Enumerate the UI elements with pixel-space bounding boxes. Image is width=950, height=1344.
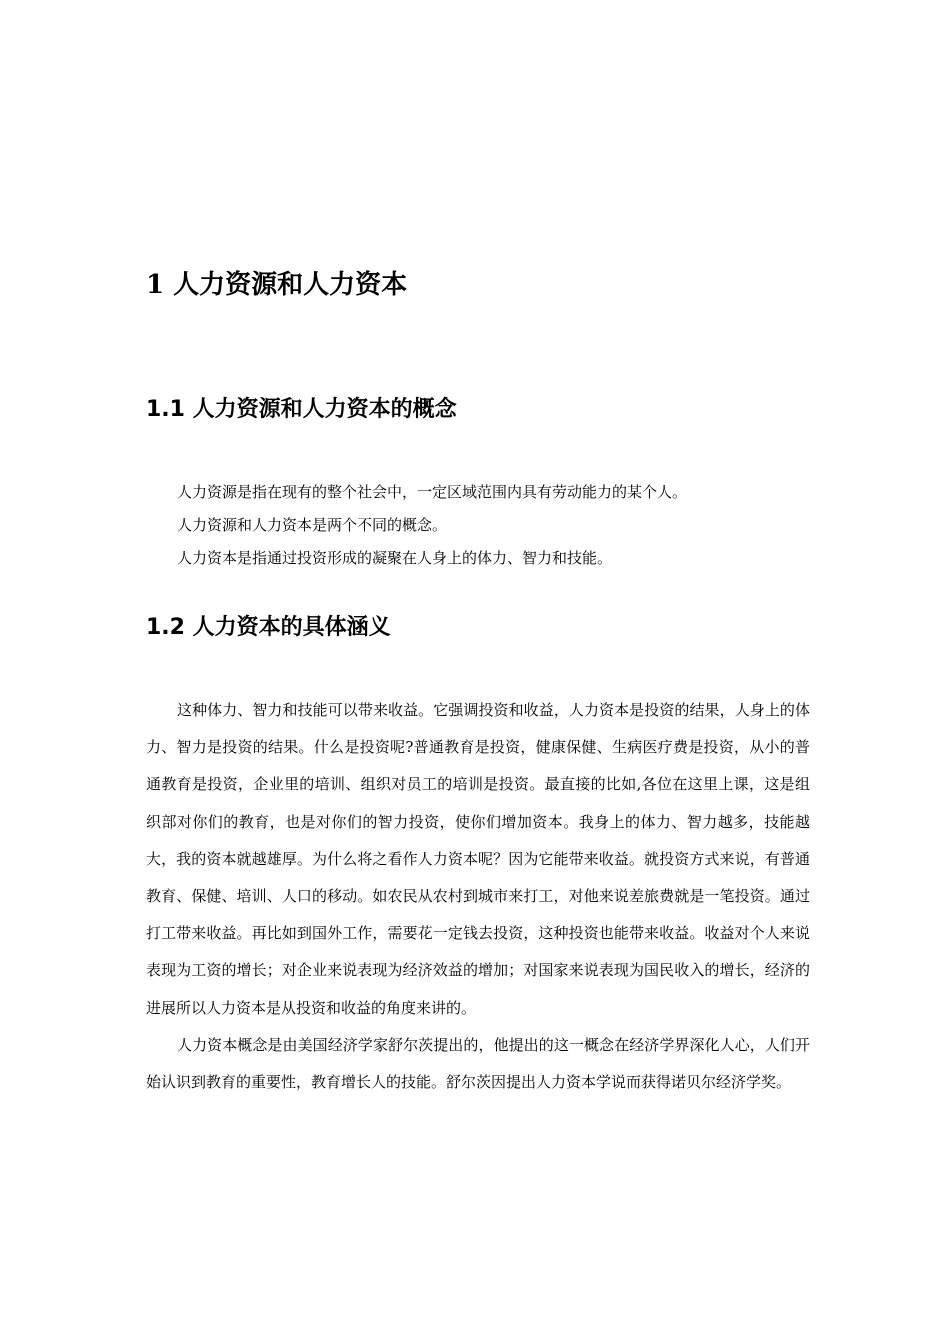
paragraph: 人力资本是指通过投资形成的凝聚在人身上的体力、智力和技能。 [177, 549, 613, 567]
chapter-title: 1 人力资源和人力资本 [146, 270, 408, 300]
section-heading-1-1: 1.1 人力资源和人力资本的概念 [146, 397, 457, 422]
section-1-1-body [146, 478, 810, 577]
section-1-2-body [146, 692, 810, 1101]
paragraph: 人力资源和人力资本是两个不同的概念。 [177, 516, 448, 534]
section-heading-1-2: 1.2 人力资本的具体涵义 [146, 615, 391, 640]
paragraph: 人力资本概念是由美国经济学家舒尔茨提出的，他提出的这一概念在经济学界深化人心，人们开始认识到教育的重要性，教育增长人的技能。舒尔茨因提出人力资本学说而获得诺贝尔经济学奖。 [146, 1035, 810, 1092]
paragraph: 这种体力、智力和技能可以带来收益。它强调投资和收益，人力资本是投资的结果，人身上的体力、智力是投资的结果。什么是投资呢?普通教育是投资，健康保健、生病医疗费是投资，从小的普通教育是投资，企业里的培训、组织对员工的培训是投资。最直接的比如,各位在这里上课，这是组织部对你们的教育，也是对你们的智力投资，使你们增加资本。我身上的体力、智力越多，技能越大，我的资本就越雄厚。为什么将之看作人力资本呢？因为它能带来收益。就投资方式来说，有普通教育、保健、培训、人口的移动。如农民从农村到城市来打工，对他来说差旅费就是一笔投资。通过打工带来收益。再比如到国外工作，需要花一定钱去投资，这种投资也能带来收益。收益对个人来说表现为工资的增长；对企业来说表现为经济效益的增加；对国家来说表现为国民收入的增长，经济的进展所以人力资本是从投资和收益的角度来讲的。 [146, 701, 810, 1017]
paragraph: 人力资源是指在现有的整个社会中，一定区域范围内具有劳动能力的某个人。 [177, 483, 688, 501]
